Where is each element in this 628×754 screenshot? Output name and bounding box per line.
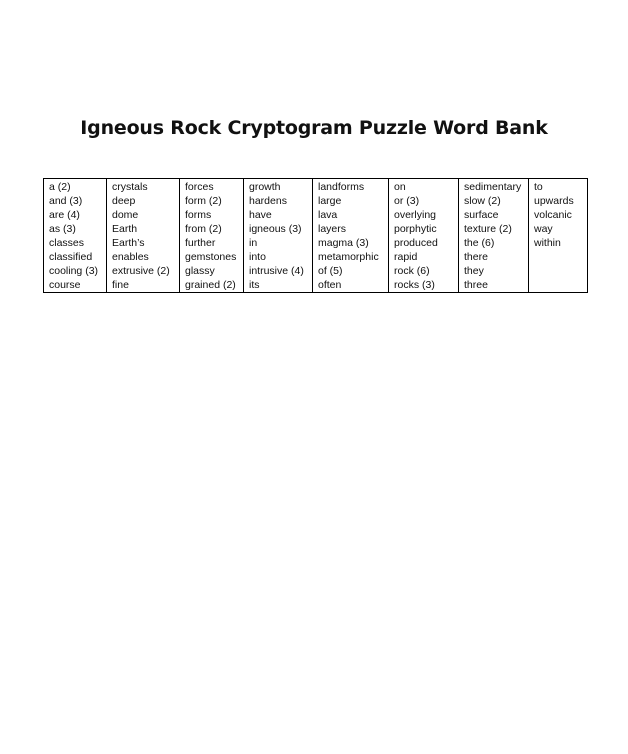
- word-column-8: [529, 179, 588, 293]
- word-entry: igneous (3): [249, 223, 302, 235]
- word-entry: enables: [112, 251, 149, 263]
- word-entry: [534, 264, 587, 278]
- word-entry: forces: [185, 181, 214, 193]
- word-entry: classes: [49, 237, 85, 249]
- word-entry: of (5): [318, 265, 343, 277]
- word-entry: in: [249, 237, 258, 249]
- word-entry: as (3): [49, 223, 76, 235]
- word-entry: hardens: [249, 195, 287, 207]
- word-entry: porphytic: [394, 223, 437, 235]
- word-entry: [534, 278, 587, 292]
- word-entry: fine: [112, 279, 129, 291]
- word-entry: three: [464, 279, 488, 291]
- word-column-3: [180, 179, 244, 293]
- word-entry: classified: [49, 251, 93, 263]
- page-title: Igneous Rock Cryptogram Puzzle Word Bank: [80, 117, 548, 139]
- word-entry: often: [318, 279, 342, 291]
- word-entry: forms: [185, 209, 212, 221]
- word-entry: and (3): [49, 195, 83, 207]
- word-entry: the (6): [464, 237, 495, 249]
- word-column-7: [459, 179, 529, 293]
- word-column-4: [244, 179, 313, 293]
- word-entry: slow (2): [464, 195, 501, 207]
- word-entry: or (3): [394, 195, 420, 207]
- word-entry: have: [249, 209, 272, 221]
- word-entry: overlying: [394, 209, 437, 221]
- word-entry: grained (2): [185, 279, 236, 291]
- word-entry: crystals: [112, 181, 148, 193]
- word-entry: lava: [318, 209, 338, 221]
- word-entry: a (2): [49, 181, 71, 193]
- word-entry: volcanic: [534, 209, 572, 221]
- word-entry: there: [464, 251, 488, 263]
- word-entry: surface: [464, 209, 499, 221]
- word-entry: landforms: [318, 181, 365, 193]
- word-entry: intrusive (4): [249, 265, 304, 277]
- word-entry: within: [534, 237, 561, 249]
- word-entry: Earth: [112, 223, 138, 235]
- word-column-5: [313, 179, 389, 293]
- word-entry: into: [249, 251, 266, 263]
- word-entry: extrusive (2): [112, 265, 170, 277]
- word-entry: rapid: [394, 251, 418, 263]
- word-entry: form (2): [185, 195, 222, 207]
- word-entry: layers: [318, 223, 347, 235]
- word-entry: glassy: [185, 265, 215, 277]
- word-bank-table: [43, 178, 588, 293]
- word-entry: are (4): [49, 209, 80, 221]
- word-entry: metamorphic: [318, 251, 379, 263]
- word-entry: to: [534, 181, 543, 193]
- word-bank-row: [44, 179, 588, 293]
- word-entry: sedimentary: [464, 181, 522, 193]
- word-entry: texture (2): [464, 223, 512, 235]
- word-entry: course: [49, 279, 81, 291]
- word-column-6: [389, 179, 459, 293]
- word-entry: growth: [249, 181, 281, 193]
- word-entry: large: [318, 195, 342, 207]
- word-entry: magma (3): [318, 237, 369, 249]
- word-entry: dome: [112, 209, 139, 221]
- word-entry: deep: [112, 195, 136, 207]
- word-entry: cooling (3): [49, 265, 99, 277]
- word-entry: further: [185, 237, 216, 249]
- word-column-1: [44, 179, 107, 293]
- word-entry: Earth’s: [112, 237, 145, 249]
- word-entry: from (2): [185, 223, 222, 235]
- word-entry: on: [394, 181, 406, 193]
- word-entry: its: [249, 279, 260, 291]
- word-column-2: [107, 179, 180, 293]
- word-entry: produced: [394, 237, 438, 249]
- word-entry: way: [534, 223, 553, 235]
- word-entry: they: [464, 265, 484, 277]
- word-entry: [534, 250, 587, 264]
- word-entry: rock (6): [394, 265, 430, 277]
- word-entry: rocks (3): [394, 279, 435, 291]
- word-entry: gemstones: [185, 251, 237, 263]
- word-entry: upwards: [534, 195, 574, 207]
